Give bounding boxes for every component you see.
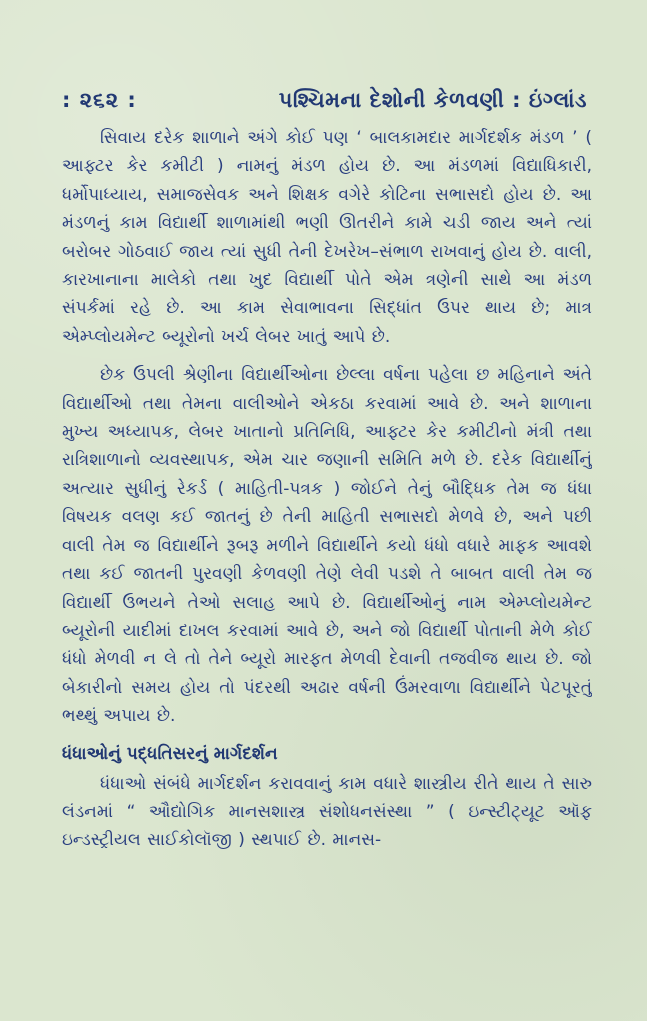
paragraph-1: સિવાય દરેક શાળાને અંગે કોઈ પણ ‘ બાલકામદાર માર્ગદર્શક મંડળ ’ ( આફ્ટર કેર કમીટી ) નામનું મંડળ હોય છે. આ મંડળમાં વિદ્યાધિકારી, ધર્મોપાધ્યાય, સમાજસેવક અને શિક્ષક વગેરે કોટિના સભાસદો હોય છે. આ મંડળનું કામ વિદ્યાર્થી શાળામાંથી ભણી ઊતરીને કામે ચડી જાય અને ત્યાં બરોબર ગોઠવાઈ જાય ત્યાં સુધી તેની દેખરેખ–સંભાળ રાખવાનું હોય છે. વાલી, કારખાનાના માલેકો તથા ખુદ વિદ્યાર્થી પોતે એમ ત્રણેની સાથે આ મંડળ સંપર્કમાં રહે છે. આ કામ સેવાભાવના સિદ્ધાંત ઉપર થાય છે; માત્ર એમ્પ્લોયમેન્ટ બ્યૂરોનો ખર્ચ લેબર ખાતું આપે છે. (62, 128, 592, 347)
paragraph-2: છેક ઉપલી શ્રેણીના વિદ્યાર્થીઓના છેલ્લા વર્ષના પહેલા છ મહિનાને અંતે વિદ્યાર્થીઓ તથા તેમના વાલીઓને એકઠા કરવામાં આવે છે. અને શાળાના મુખ્ય અધ્યાપક, લેબર ખાતાનો પ્રતિનિધિ, આફ્ટર કેર કમીટીનો મંત્રી તથા રાત્રિશાળાનો વ્યવસ્થાપક, એમ ચાર જણાની સમિતિ મળે છે. દરેક વિદ્યાર્થીનું અત્યાર સુધીનું રેકર્ડ ( માહિતી-પત્રક ) જોઈને તેનું બૌદ્ધિક તેમ જ ધંધા વિષયક વલણ કઈ જાતનું છે તેની માહિતી સભાસદો મેળવે છે, અને પછી વાલી તેમ જ વિદ્યાર્થીને રૂબરૂ મળીને વિદ્યાર્થીને કયો ધંધો વધારે માફક આવશે તથા કઈ જાતની પુરવણી કેળવણી તેણે લેવી પડશે તે બાબત વાલી તેમ જ વિદ્યાર્થી ઉભયને તેઓ સલાહ આપે છે. વિદ્યાર્થીઓનું નામ એમ્પ્લોયમેન્ટ બ્યૂરોની યાદીમાં દાખલ કરવામાં આવે છે, અને જો વિદ્યાર્થી પોતાની મેળે કોઈ ધંધો મેળવી ન લે તો તેને બ્યૂરો મારફત મેળવી દેવાની તજવીજ થાય છે. જો બેકારીનો સમય હોય તો પંદરથી અઢાર વર્ષની ઉંમરવાળા વિદ્યાર્થીને પેટપૂરતું ભથ્થું અપાય છે. (62, 365, 592, 727)
body-text (62, 124, 592, 1014)
page-number: : ૨૬૨ : (62, 87, 137, 112)
running-title: પશ્ચિમના દેશોની કેળવણી : ઇંગ્લાંડ (278, 87, 587, 112)
running-header (62, 82, 587, 118)
paragraph-3: ધંધાઓ સંબંધે માર્ગદર્શન કરાવવાનું કામ વધારે શાસ્ત્રીય રીતે થાય તે સારુ લંડનમાં “ ઔદ્યોગિક માનસશાસ્ત્ર સંશોધનસંસ્થા ” ( ઇન્સ્ટીટ્યૂટ ઑફ ઇન્ડસ્ટ્રીયલ સાઈકોલૉજી ) સ્થપાઈ છે. માનસ- (62, 773, 592, 851)
section-heading: ધંધાઓનું પદ્ધતિસરનું માર્ગદર્શન (62, 743, 278, 764)
